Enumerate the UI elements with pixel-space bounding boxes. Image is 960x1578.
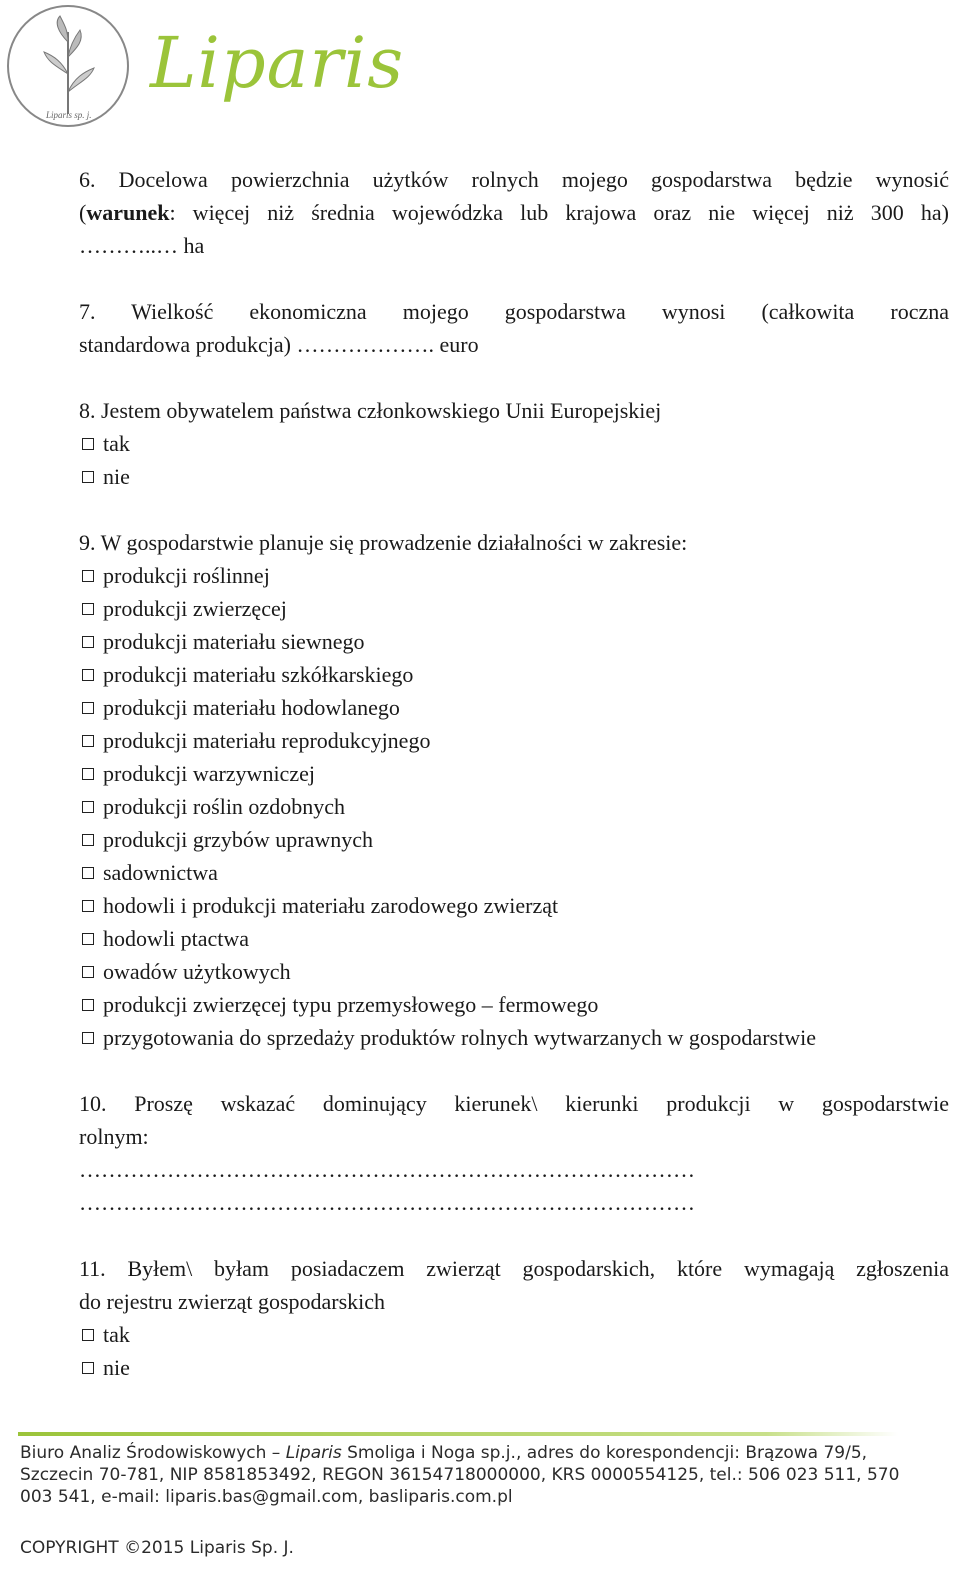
q9-option-label: produkcji materiału reprodukcyjnego (103, 728, 431, 753)
q9-option[interactable] (79, 790, 949, 823)
checkbox-icon[interactable] (82, 735, 94, 747)
checkbox-icon[interactable] (82, 900, 94, 912)
checkbox-icon[interactable] (82, 636, 94, 648)
q6-line1: 6. Docelowa powierzchnia użytków rolnych mojego gospodarstwa będzie wynosić (79, 167, 949, 192)
checkbox-icon[interactable] (82, 834, 94, 846)
footer-contact (20, 1442, 920, 1508)
q9-option[interactable] (79, 625, 949, 658)
q9-option-label: hodowli i produkcji materiału zarodowego zwierząt (103, 893, 559, 918)
q8-question: 8. Jestem obywatelem państwa członkowskiego Unii Europejskiej (79, 398, 662, 423)
q9-option-label: produkcji materiału hodowlanego (103, 695, 400, 720)
checkbox-icon[interactable] (82, 801, 94, 813)
q9-option-label: produkcji zwierzęcej typu przemysłowego – fermowego (103, 992, 599, 1017)
q9-option[interactable] (79, 757, 949, 790)
q9-option-label: produkcji warzywniczej (103, 761, 315, 786)
q9-option[interactable] (79, 592, 949, 625)
q9-option[interactable] (79, 856, 949, 889)
q7-line2: standardowa produkcja) ………………. euro (79, 332, 479, 357)
checkbox-icon[interactable] (82, 603, 94, 615)
q9-option-label: sadownictwa (103, 860, 218, 885)
checkbox-icon[interactable] (82, 867, 94, 879)
logo-wordmark: Liparis (150, 22, 405, 104)
q9-option[interactable] (79, 724, 949, 757)
q9-option[interactable] (79, 691, 949, 724)
q9-option[interactable] (79, 889, 949, 922)
checkbox-icon[interactable] (82, 471, 94, 483)
checkbox-icon[interactable] (82, 1329, 94, 1341)
checkbox-icon[interactable] (82, 966, 94, 978)
checkbox-icon[interactable] (82, 999, 94, 1011)
footer-line-1: Biuro Analiz Środowiskowych – Liparis Smoliga i Noga sp.j., adres do korespondencji: Brązowa 79/5, (20, 1443, 868, 1463)
q11-option-tak[interactable]: tak (79, 1318, 949, 1351)
q10-line1: 10. Proszę wskazać dominujący kierunek\ kierunki produkcji w gospodarstwie (79, 1091, 949, 1116)
q9-option[interactable] (79, 658, 949, 691)
q8-option-nie[interactable]: nie (79, 460, 949, 493)
footer-divider (18, 1432, 898, 1436)
company-logo (0, 0, 420, 140)
q9-option-label: hodowli ptactwa (103, 926, 250, 951)
checkbox-icon[interactable] (82, 933, 94, 945)
q6-line2: (warunek: więcej niż średnia wojewódzka lub krajowa oraz nie więcej niż 300 ha) (79, 200, 949, 225)
q10-line2: rolnym: (79, 1124, 149, 1149)
q9-option-label: produkcji materiału szkółkarskiego (103, 662, 414, 687)
q9-option-label: produkcji grzybów uprawnych (103, 827, 374, 852)
checkbox-icon[interactable] (82, 768, 94, 780)
q9-options-list (79, 559, 949, 1054)
q9-option-label: produkcji roślin ozdobnych (103, 794, 345, 819)
logo-caption: Liparis sp. j. (46, 110, 92, 120)
q9-option-label: produkcji materiału siewnego (103, 629, 365, 654)
q9-option[interactable] (79, 955, 949, 988)
footer-line-3: 003 541, e-mail: liparis.bas@gmail.com, basliparis.com.pl (20, 1487, 513, 1507)
checkbox-icon[interactable] (82, 702, 94, 714)
q8-option-tak[interactable]: tak (79, 427, 949, 460)
q9-question: 9. W gospodarstwie planuje się prowadzenie działalności w zakresie: (79, 530, 688, 555)
checkbox-icon[interactable] (82, 669, 94, 681)
q10-answer-line-1[interactable]: ………………………………………………………………………… (79, 1157, 695, 1182)
checkbox-icon[interactable] (82, 1362, 94, 1374)
form-body (79, 163, 949, 1384)
q9-option-label: produkcji zwierzęcej (103, 596, 287, 621)
q9-option-label: przygotowania do sprzedaży produktów rolnych wytwarzanych w gospodarstwie (103, 1025, 816, 1050)
checkbox-icon[interactable] (82, 438, 94, 450)
q9-option-label: owadów użytkowych (103, 959, 291, 984)
q10-answer-line-2[interactable]: ………………………………………………………………………… (79, 1190, 695, 1215)
copyright-notice: COPYRIGHT ©2015 Liparis Sp. J. (20, 1538, 294, 1558)
checkbox-icon[interactable] (82, 1032, 94, 1044)
q9-option[interactable] (79, 988, 949, 1021)
q9-option[interactable] (79, 823, 949, 856)
q11-option-nie[interactable]: nie (79, 1351, 949, 1384)
q7-line1: 7. Wielkość ekonomiczna mojego gospodarstwa wynosi (całkowita roczna (79, 299, 949, 324)
q11-line2: do rejestru zwierząt gospodarskich (79, 1289, 386, 1314)
checkbox-icon[interactable] (82, 570, 94, 582)
q9-option-label: produkcji roślinnej (103, 563, 270, 588)
q6-condition-label: warunek (86, 200, 170, 225)
q9-option[interactable] (79, 922, 949, 955)
footer-line-2: Szczecin 70-781, NIP 8581853492, REGON 36154718000000, KRS 0000554125, tel.: 506 023 511, 570 (20, 1465, 900, 1485)
q6-answer-line: ………..… ha (79, 233, 205, 258)
q9-option[interactable] (79, 559, 949, 592)
q11-line1: 11. Byłem\ byłam posiadaczem zwierząt gospodarskich, które wymagają zgłoszenia (79, 1256, 949, 1281)
q9-option[interactable] (79, 1021, 949, 1054)
